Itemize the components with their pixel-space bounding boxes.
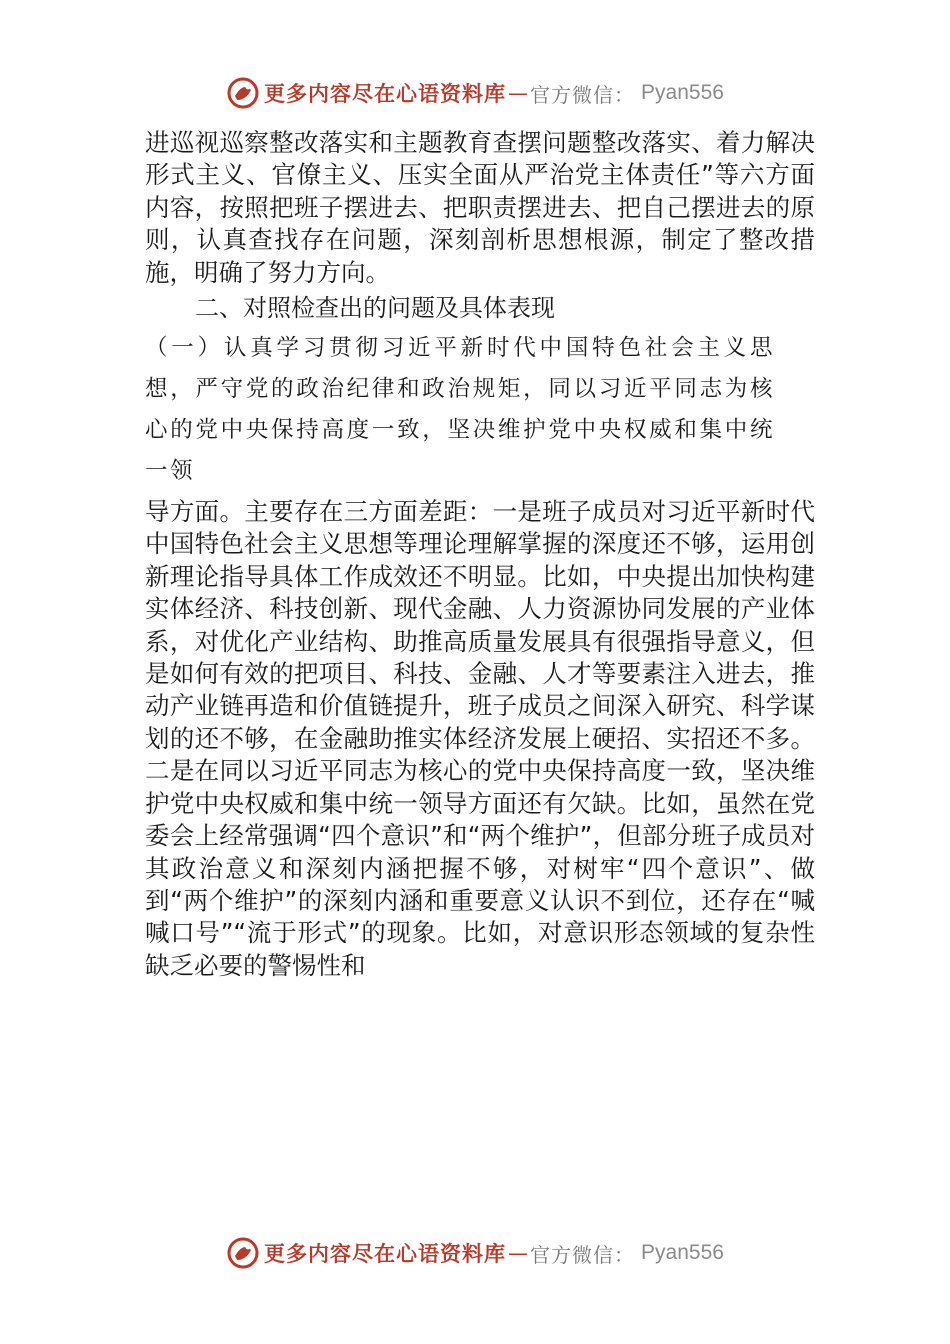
- watermark-wechat-label: 官方微信：: [530, 1242, 636, 1267]
- ink-circle-logo-icon: [226, 1236, 260, 1270]
- intro-continuation-paragraph: 进巡视巡察整改落实和主题教育查摆问题整改落实、着力解决形式主义、官僚主义、压实全面从严治党主体责任”等六方面内容，按照把班子摆进去、把职责摆进去、把自己摆进去的原则，认真查找存在问题，深刻剖析思想根源，制定了整改措施，明确了努力方向。: [145, 128, 815, 287]
- watermark-separator: —: [508, 81, 529, 105]
- watermark-wechat-id: Pyan556: [641, 81, 724, 104]
- section-heading: 二、对照检查出的问题及具体表现: [195, 294, 555, 323]
- document-body: [145, 127, 815, 982]
- footer-watermark: [0, 1233, 950, 1273]
- watermark-brand: 更多内容尽在心语资料库: [264, 1241, 507, 1266]
- watermark-separator: —: [508, 1241, 529, 1265]
- ink-circle-logo-icon: [226, 76, 260, 110]
- item1-body-paragraph: 导方面。主要存在三方面差距：一是班子成员对习近平新时代中国特色社会主义思想等理论理解掌握的深度还不够，运用创新理论指导具体工作成效还不明显。比如，中央提出加快构建实体经济、科技创新、现代金融、人力资源协同发展的产业体系，对优化产业结构、助推高质量发展具有很强指导意义，但是如何有效的把项目、科技、金融、人才等要素注入进去，推动产业链再造和价值链提升，班子成员之间深入研究、科学谋划的还不够，在金融助推实体经济发展上硬招、实招还不多。二是在同以习近平同志为核心的党中央保持高度一致，坚决维护党中央权威和集中统一领导方面还有欠缺。比如，虽然在党委会上经常强调“四个意识”和“两个维护”，但部分班子成员对其政治意义和深刻内涵把握不够，对树牢“四个意识”、做到“两个维护”的深刻内涵和重要意义认识不到位，还存在“喊喊口号”“流于形式”的现象。比如，对意识形态领域的复杂性缺乏必要的警惕性和: [145, 497, 815, 980]
- watermark-brand: 更多内容尽在心语资料库: [264, 81, 507, 106]
- watermark-wechat-label: 官方微信：: [530, 82, 636, 107]
- watermark-wechat-id: Pyan556: [641, 1241, 724, 1264]
- header-watermark: [0, 73, 950, 113]
- item1-title-paragraph: （一）认真学习贯彻习近平新时代中国特色社会主义思想，严守党的政治纪律和政治规矩，同以习近平同志为核心的党中央保持高度一致，坚决维护党中央权威和集中统一领: [145, 335, 775, 485]
